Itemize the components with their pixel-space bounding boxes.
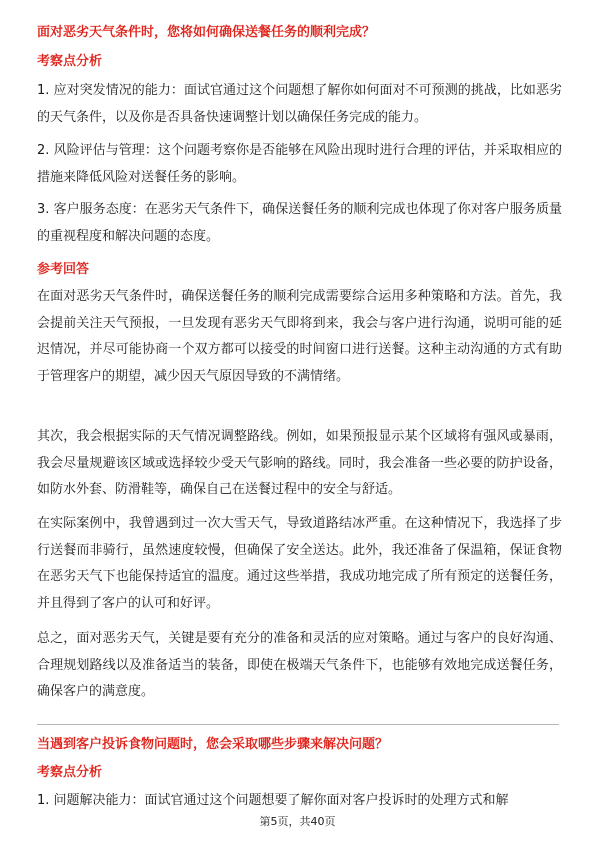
question-title: 当遇到客户投诉食物问题时，您会采取哪些步骤来解决问题？ (37, 737, 389, 752)
analysis-heading: 考察点分析 (37, 765, 103, 780)
answer-paragraph: 总之，面对恶劣天气，关键是要有充分的准备和灵活的应对策略。通过与客户的良好沟通、合理规划路线以及准备适当的装备，即使在极端天气条件下，也能够有效地完成送餐任务，确保客户的满意度。 (37, 631, 562, 700)
answer-heading: 参考回答 (37, 262, 90, 277)
question-title: 面对恶劣天气条件时，您将如何确保送餐任务的顺利完成？ (37, 25, 376, 40)
answer-paragraph: 其次，我会根据实际的天气情况调整路线。例如，如果预报显示某个区域将有强风或暴雨，我会尽量规避该区域或选择较少受天气影响的路线。同时，我会准备一些必要的防护设备，如防水外套、防滑鞋等，确保自己在送餐过程中的安全与舒适。 (37, 429, 562, 498)
page-number: 第5页，共40页 (259, 815, 336, 828)
analysis-point: 1. 应对突发情况的能力：面试官通过这个问题想了解你如何面对不可预测的挑战，比如恶劣的天气条件，以及你是否具备快速调整计划以确保任务完成的能力。 (37, 83, 562, 125)
answer-paragraph: 在实际案例中，我曾遇到过一次大雪天气，导致道路结冰严重。在这种情况下，我选择了步行送餐而非骑行，虽然速度较慢，但确保了安全送达。此外，我还准备了保温箱，保证食物在恶劣天气下也能保持适宜的温度。通过这些举措，我成功地完成了所有预定的送餐任务，并且得到了客户的认可和好评。 (37, 516, 562, 611)
answer-paragraph: 在面对恶劣天气条件时，确保送餐任务的顺利完成需要综合运用多种策略和方法。首先，我会提前关注天气预报，一旦发现有恶劣天气即将到来，我会与客户进行沟通，说明可能的延迟情况，并尽可能协商一个双方都可以接受的时间窗口进行送餐。这种主动沟通的方式有助于管理客户的期望，减少因天气原因导致的不满情绪。 (37, 289, 562, 384)
analysis-point: 2. 风险评估与管理：这个问题考察你是否能够在风险出现时进行合理的评估，并采取相应的措施来降低风险对送餐任务的影响。 (37, 143, 562, 185)
analysis-point: 1. 问题解决能力：面试官通过这个问题想要了解你面对客户投诉时的处理方式和解 (37, 793, 509, 808)
analysis-heading: 考察点分析 (37, 54, 103, 69)
section-divider (37, 724, 559, 725)
analysis-point: 3. 客户服务态度：在恶劣天气条件下，确保送餐任务的顺利完成也体现了你对客户服务质量的重视程度和解决问题的态度。 (37, 202, 562, 244)
